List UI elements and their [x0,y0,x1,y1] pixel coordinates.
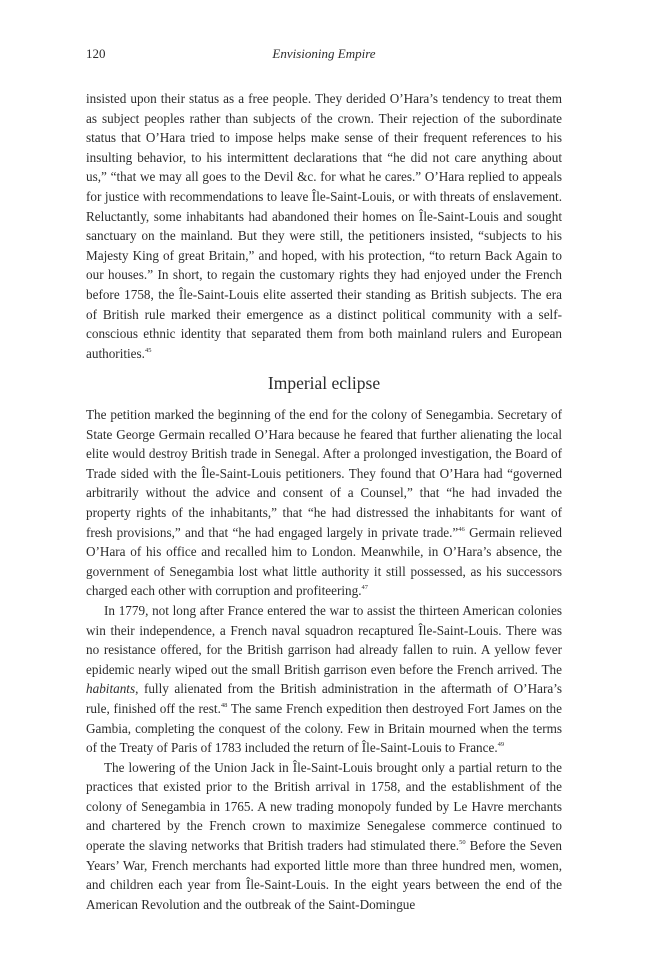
paragraph [86,89,562,363]
paragraph [86,601,562,758]
body-text-block [86,89,562,363]
page-header [86,46,562,66]
body-text-block [86,405,562,914]
paragraph [86,405,562,601]
footnote-ref[interactable]: 48 [220,701,228,709]
paragraph-text: Before the Seven Years’ War, French merchants had exported little more than three hundred men, women, and children each year from Île-Saint-Louis. In the eight years between the end of the American Revolution and the outbreak of the Saint-Domingue [86,838,563,912]
footnote-ref[interactable]: 45 [144,346,152,354]
footnote-ref[interactable]: 47 [361,584,368,592]
paragraph-text: , fully alienated from the British administration in the aftermath of O’Hara’s rule, finished off the rest. [86,681,562,716]
paragraph-text: In 1779, not long after France entered the war to assist the thirteen American colonies win their independence, a French naval squadron recaptured Île-Saint-Louis. There was no resistance offered, for the British garrison had already fallen to ruin. A yellow fever epidemic nearly wiped out the small British garrison even before the French arrived. The [86,602,562,677]
footnote-ref[interactable]: 46 [458,525,465,533]
paragraph-text: The lowering of the Union Jack in Île-Saint-Louis brought only a partial return to the practices that existed prior to the British arrival in 1758, and the establishment of the colony of Senegambia in 1765. A new trading monopoly funded by Le Havre merchants and chartered by the French crown to maximize Senegalese commerce continued to operate the slaving networks that British traders had stimulated there. [86,759,562,854]
running-head: Envisioning Empire [272,46,376,61]
section-heading: Imperial eclipse [267,373,381,393]
paragraph-text: The same French expedition then destroyed Fort James on the Gambia, completing the conquest of the colony. Few in Britain mourned when the terms of the Treaty of Paris of 1783 included the return of Île-Saint-Louis to France. [86,700,562,756]
footnote-ref[interactable]: 49 [497,741,505,749]
paragraph-text: Germain relieved O’Hara of his office and recalled him to London. Meanwhile, in O’Hara’s absence, the government of Senegambia lost what little authority it still possessed, as his successors charged each other with corruption and profiteering. [86,524,563,599]
paragraph-text: insisted upon their status as a free people. They derided O’Hara’s tendency to treat them as subject peoples rather than subjects of the crown. Their rejection of the subordinate status that O’Hara tried to impose helps make sense of their frequent references to his insulting behavior, to his intermittent declarations that “he did not care anything about us,” “that we may all goes to the Devil &c. for what he cares.” O’Hara replied to appeals for justice with recommendations to leave Île-Saint-Louis, or with threats of enslavement. Reluctantly, some inhabitants had abandoned their homes on Île-Saint-Louis and sought sanctuary on the mainland. But they were still, the petitioners insisted, “subjects to his Majesty King of great Britain,” and hoped, with his protection, “to return Back Again to our houses.” In short, to regain the customary rights they had enjoyed under the French before 1758, the Île-Saint-Louis elite asserted their standing as British subjects. The era of British rule marked their emergence as a distinct political community with a self-conscious ethnic identity that separated them from both mainland rulers and European authorities. [86,91,562,361]
italic-term: habitants [86,681,136,697]
footnote-ref[interactable]: 50 [459,839,466,847]
page-number: 120 [86,46,106,61]
paragraph-text: The petition marked the beginning of the end for the colony of Senegambia. Secretary of State George Germain recalled O’Hara because he feared that further alienating the local elite would destroy British trade in Senegal. After a prolonged investigation, the Board of Trade sided with the Île-Saint-Louis petitioners. They found that O’Hara had “governed arbitrarily without the advice and consent of a Counsel,” that “he had invaded the property rights of the inhabitants,” that “he had distressed the inhabitants for want of fresh provisions,” and that “he had engaged largely in private trade.” [86,407,562,540]
paragraph [86,758,562,915]
